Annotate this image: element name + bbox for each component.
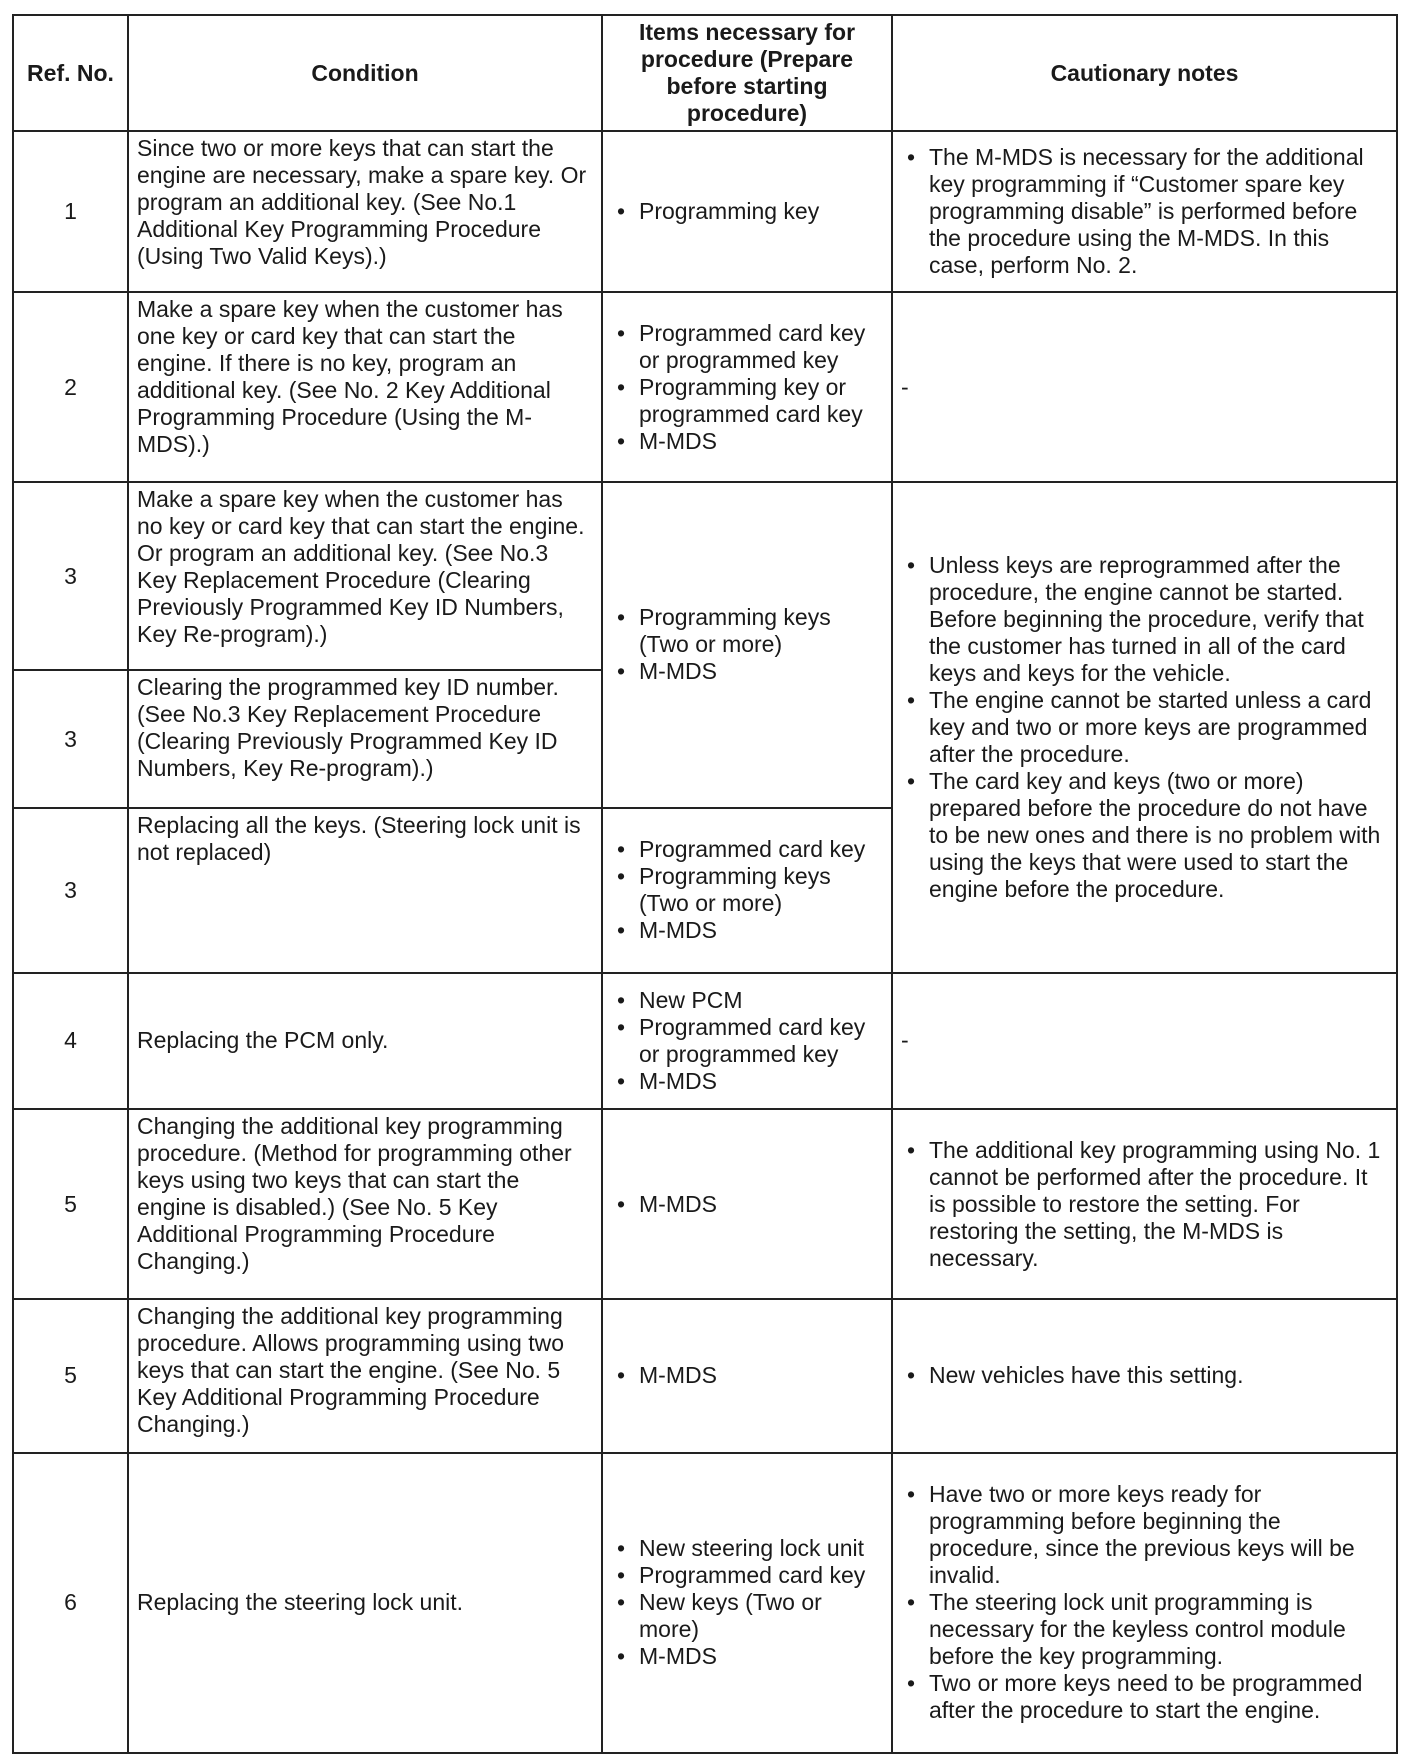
- notes-cell: [892, 131, 1397, 292]
- item-bullet: • Programming key: [611, 198, 883, 225]
- condition-cell: Replacing all the keys. (Steering lock unit is not replaced): [128, 808, 602, 973]
- header-condition: Condition: [128, 15, 602, 131]
- table-row: [13, 1109, 1397, 1298]
- header-items: Items necessary for procedure (Prepare before starting procedure): [602, 15, 892, 131]
- notes-cell: [892, 1299, 1397, 1453]
- note-bullet: • The M-MDS is necessary for the additional key programming if “Customer spare key programming disable” is performed before the procedure using the M-MDS. In this case, perform No. 2.: [901, 144, 1388, 279]
- table-row: [13, 292, 1397, 481]
- notes-cell: [892, 1109, 1397, 1298]
- item-bullet: • M-MDS: [611, 917, 883, 944]
- condition-cell: Make a spare key when the customer has no key or card key that can start the engine. Or program an additional key. (See No.3 Key Replacement Procedure (Clearing Previously Programmed Key ID Numbers, Key Re-program).): [128, 482, 602, 670]
- notes-cell: [892, 1453, 1397, 1753]
- table-row: [13, 131, 1397, 292]
- condition-cell: Clearing the programmed key ID number. (See No.3 Key Replacement Procedure (Clearing Previously Programmed Key ID Numbers, Key Re-program).): [128, 670, 602, 808]
- item-bullet: • M-MDS: [611, 658, 883, 685]
- note-bullet: • Two or more keys need to be programmed after the procedure to start the engine.: [901, 1670, 1388, 1724]
- condition-cell: Changing the additional key programming procedure. (Method for programming other keys using two keys that can start the engine is disabled.) (See No. 5 Key Additional Programming Procedure Changing.): [128, 1109, 602, 1298]
- condition-cell: Changing the additional key programming procedure. Allows programming using two keys that can start the engine. (See No. 5 Key Additional Programming Procedure Changing.): [128, 1299, 602, 1453]
- items-cell: [602, 131, 892, 292]
- note-bullet: • Unless keys are reprogrammed after the procedure, the engine cannot be started. Before beginning the procedure, verify that the customer has turned in all of the card keys and keys for the vehicle.: [901, 552, 1388, 687]
- ref-no-cell: 4: [13, 973, 128, 1110]
- header-cautionary-notes: Cautionary notes: [892, 15, 1397, 131]
- ref-no-cell: 5: [13, 1109, 128, 1298]
- condition-cell: Since two or more keys that can start the engine are necessary, make a spare key. Or program an additional key. (See No.1 Additional Key Programming Procedure (Using Two Valid Keys).): [128, 131, 602, 292]
- note-bullet: • The steering lock unit programming is necessary for the keyless control module before the key programming.: [901, 1589, 1388, 1670]
- item-bullet: • New keys (Two or more): [611, 1589, 883, 1643]
- empty-note-dash: -: [901, 373, 909, 400]
- table-row: [13, 1299, 1397, 1453]
- item-bullet: • M-MDS: [611, 428, 883, 455]
- ref-no-cell: 3: [13, 670, 128, 808]
- ref-no-cell: 3: [13, 482, 128, 670]
- condition-cell: Make a spare key when the customer has one key or card key that can start the engine. If there is no key, program an additional key. (See No. 2 Key Additional Programming Procedure (Using the M-MDS).): [128, 292, 602, 481]
- ref-no-cell: 6: [13, 1453, 128, 1753]
- item-bullet: • Programmed card key: [611, 1562, 883, 1589]
- item-bullet: • Programmed card key or programmed key: [611, 1014, 883, 1068]
- table-row: [13, 482, 1397, 670]
- note-bullet: • The additional key programming using No. 1 cannot be performed after the procedure. It is possible to restore the setting. For restoring the setting, the M-MDS is necessary.: [901, 1137, 1388, 1272]
- item-bullet: • Programmed card key or programmed key: [611, 320, 883, 374]
- items-cell: [602, 482, 892, 808]
- notes-cell: [892, 482, 1397, 973]
- ref-no-cell: 2: [13, 292, 128, 481]
- note-bullet: • New vehicles have this setting.: [901, 1362, 1388, 1389]
- key-programming-table: [12, 14, 1398, 1754]
- notes-cell: [892, 292, 1397, 481]
- condition-cell: Replacing the PCM only.: [128, 973, 602, 1110]
- empty-note-dash: -: [901, 1027, 909, 1054]
- header-row: [13, 15, 1397, 131]
- item-bullet: • Programming keys (Two or more): [611, 604, 883, 658]
- item-bullet: • Programming keys (Two or more): [611, 863, 883, 917]
- ref-no-cell: 1: [13, 131, 128, 292]
- note-bullet: • The card key and keys (two or more) prepared before the procedure do not have to be new ones and there is no problem with using the keys that were used to start the engine before the procedure.: [901, 768, 1388, 903]
- note-bullet: • Have two or more keys ready for programming before beginning the procedure, since the previous keys will be invalid.: [901, 1481, 1388, 1589]
- items-cell: [602, 292, 892, 481]
- note-bullet: • The engine cannot be started unless a card key and two or more keys are programmed after the procedure.: [901, 687, 1388, 768]
- header-ref-no: Ref. No.: [13, 15, 128, 131]
- items-cell: [602, 1299, 892, 1453]
- item-bullet: • New PCM: [611, 987, 883, 1014]
- table-row: [13, 1453, 1397, 1753]
- table-row: [13, 973, 1397, 1110]
- item-bullet: • M-MDS: [611, 1362, 883, 1389]
- ref-no-cell: 3: [13, 808, 128, 973]
- item-bullet: • Programming key or programmed card key: [611, 374, 883, 428]
- item-bullet: • Programmed card key: [611, 836, 883, 863]
- item-bullet: • M-MDS: [611, 1191, 883, 1218]
- items-cell: [602, 1109, 892, 1298]
- items-cell: [602, 973, 892, 1110]
- notes-cell: [892, 973, 1397, 1110]
- condition-cell: Replacing the steering lock unit.: [128, 1453, 602, 1753]
- item-bullet: • M-MDS: [611, 1068, 883, 1095]
- items-cell: [602, 808, 892, 973]
- item-bullet: • M-MDS: [611, 1643, 883, 1670]
- ref-no-cell: 5: [13, 1299, 128, 1453]
- items-cell: [602, 1453, 892, 1753]
- item-bullet: • New steering lock unit: [611, 1535, 883, 1562]
